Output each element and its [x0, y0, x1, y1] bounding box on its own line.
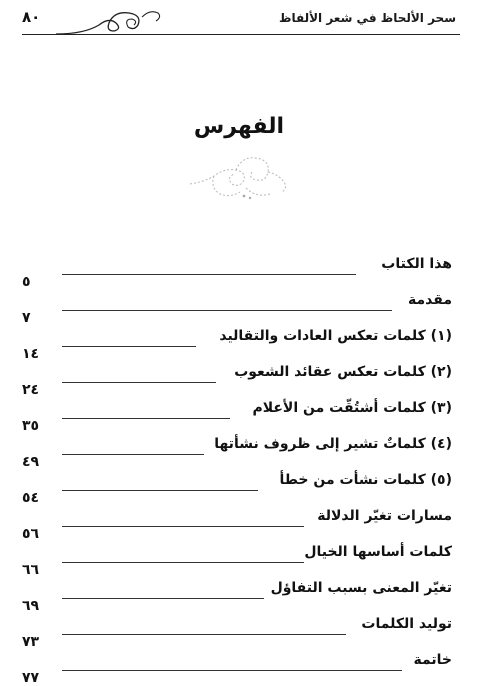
- toc-leader-line: [62, 598, 264, 599]
- toc-entry-page: ٧: [22, 310, 31, 326]
- page-header: [0, 0, 478, 40]
- toc-entry-label: مقدمة: [408, 292, 452, 308]
- toc-entry-page: ٥٦: [22, 526, 40, 542]
- toc-entry-label: (٣) كلمات أشتُقّت من الأعلام: [252, 400, 452, 416]
- toc-leader-line: [62, 562, 304, 563]
- toc-entry[interactable]: [22, 288, 456, 324]
- toc-leader-line: [62, 382, 216, 383]
- toc-entry[interactable]: [22, 324, 456, 360]
- toc-entry[interactable]: [22, 432, 456, 468]
- toc-leader-line: [62, 310, 392, 311]
- toc-entry-label: مسارات تغيّر الدلالة: [317, 508, 452, 524]
- toc-entry-label: توليد الكلمات: [361, 616, 452, 632]
- toc-entry[interactable]: [22, 504, 456, 540]
- toc-entry-page: ١٤: [22, 346, 40, 362]
- toc-entry-label: (٢) كلمات تعكس عقائد الشعوب: [234, 364, 452, 380]
- book-title: سحر الألحاظ في شعر الألفاظ: [279, 11, 456, 25]
- toc-entry-page: ٤٩: [22, 454, 40, 470]
- toc-entry[interactable]: [22, 540, 456, 576]
- toc-entry[interactable]: [22, 576, 456, 612]
- toc-entry-label: (١) كلمات تعكس العادات والتقاليد: [219, 328, 452, 344]
- page-title: الفهرس: [193, 114, 285, 139]
- toc-entry-label: هذا الكتاب: [381, 256, 452, 272]
- toc-entry-page: ٦٦: [22, 562, 40, 578]
- toc-entry-label: (٤) كلماتٌ تشير إلى ظروف نشأتها: [214, 436, 452, 452]
- title-ornament-icon: [184, 148, 292, 206]
- toc-entry-page: ٥: [22, 274, 31, 290]
- toc-leader-line: [62, 490, 258, 491]
- toc-entry[interactable]: [22, 360, 456, 396]
- toc-entry-page: ٣٥: [22, 418, 40, 434]
- toc-leader-line: [62, 670, 402, 671]
- toc-entry-page: ٦٩: [22, 598, 40, 614]
- toc-entry-page: ٧٣: [22, 634, 40, 650]
- page-number: ٨٠: [22, 8, 41, 26]
- toc-entry[interactable]: [22, 468, 456, 504]
- toc-entry-label: (٥) كلمات نشأت من خطأ: [279, 472, 452, 488]
- header-ornament-icon: [54, 3, 164, 37]
- toc-entry-page: ٢٤: [22, 382, 40, 398]
- toc-entry-page: ٥٤: [22, 490, 40, 506]
- toc-entry-label: خاتمة: [413, 652, 452, 668]
- toc-entry-label: كلمات أساسها الخيال: [304, 544, 452, 560]
- toc-leader-line: [62, 346, 196, 347]
- toc-leader-line: [62, 418, 230, 419]
- toc-leader-line: [62, 454, 204, 455]
- toc-leader-line: [62, 274, 356, 275]
- toc-entry[interactable]: [22, 648, 456, 684]
- toc-entry-page: ٧٧: [22, 670, 40, 686]
- toc-leader-line: [62, 526, 304, 527]
- header-rule: [22, 34, 460, 35]
- toc-entry-label: تغيّر المعنى بسبب التفاؤل: [270, 580, 452, 596]
- toc-entry[interactable]: [22, 396, 456, 432]
- toc-leader-line: [62, 634, 346, 635]
- toc-entry[interactable]: [22, 612, 456, 648]
- toc-entry[interactable]: [22, 252, 456, 288]
